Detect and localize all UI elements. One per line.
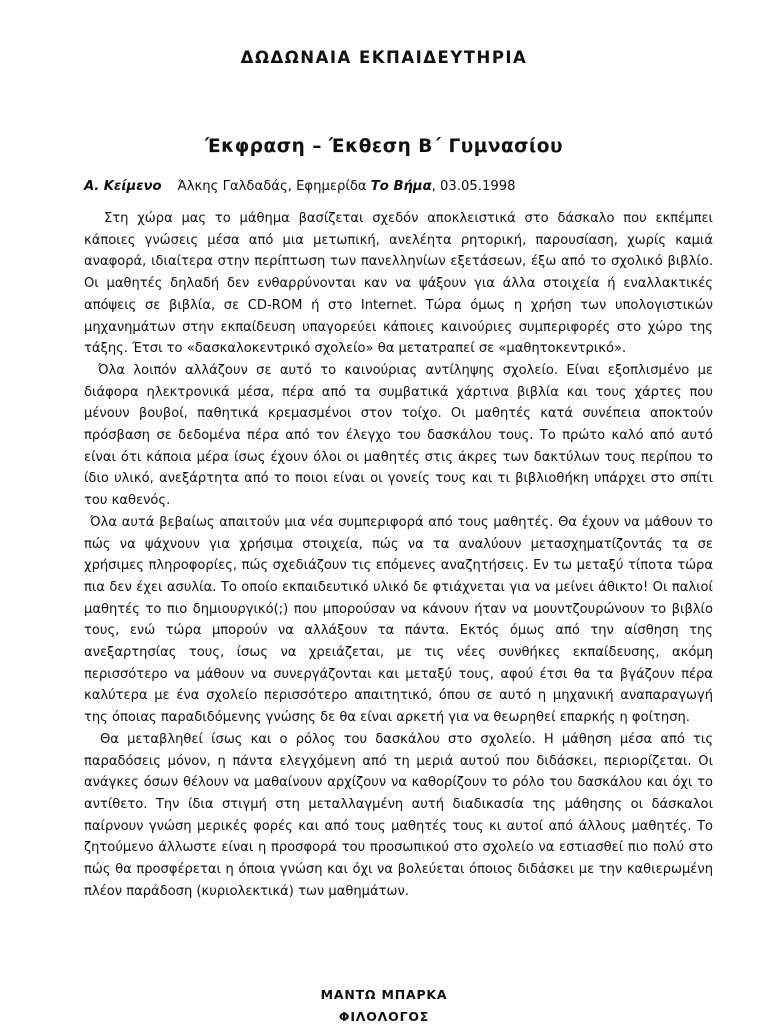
signature-block: [0, 984, 768, 1028]
source-date: , 03.05.1998: [431, 179, 516, 194]
page-title: Έκφραση – Έκθεση Β΄ Γυμνασίου: [205, 136, 563, 157]
article-body: [84, 208, 713, 903]
paragraph: Όλα λοιπόν αλλάζουν σε αυτό το καινούριας αντίληψης σχολείο. Είναι εξοπλισμένο με διάφορα ηλεκτρονικά μέσα, πέρα από τα συμβατικά χάρτινα βιβλία και τους χάρτες που μένουν βουβοί, παθητικά κρεμασμένοι στον τοίχο. Οι μαθητές κατά συνέπεια αποκτούν πρόσβαση σε δεδομένα πέρα από τον έλεγχο του δασκάλου τους. Το πρώτο καλό από αυτό είναι ότι κάποια μέρα ίσως έχουν όλοι οι μαθητές στις άκρες των δακτύλων τους περίπου το ίδιο υλικό, ανεξάρτητα από το ποιοι είναι οι γονείς τους και τι βιβλιοθήκη υπάρχει στο σπίτι του καθενός.: [84, 362, 713, 509]
paragraph: Όλα αυτά βεβαίως απαιτούν μια νέα συμπεριφορά από τους μαθητές. Θα έχουν να μάθουν το πώς να ψάχνουν για χρήσιμα στοιχεία, πώς να τα αναλύουν μετασχηματίζοντάς τα σε χρήσιμες πληροφορίες, πώς σχεδιάζουν τις επόμενες αναζητήσεις. Εν τω μεταξύ τίποτα τώρα πια δεν έχει ασυλία. Το οποίο εκπαιδευτικό υλικό δε φτιάχνεται για να μείνει άθικτο! Οι παλιοί μαθητές το πιο δημιουργικό(;) που μπορούσαν να κάνουν ήταν να μουντζουρώνουν το βιβλίο τους, ενώ τώρα μπορούν να αλλάξουν τα πάντα. Εκτός όμως από την αίσθηση της ανεξαρτησίας τους, ίσως να χρειάζεται, με τις νέες συνθήκες εκπαίδευσης, ακόμη περισσότερο να μάθουν να συνεργάζονται και μεταξύ τους, αφού έτσι θα τα βγάζουν πέρα καλύτερα με ένα σχολείο περισσότερο απαιτητικό, όπου σε αυτό η μηχανική αναπαραγωγή της όποιας παραδιδόμενης γνώσης δε θα είναι αρκετή για να θεωρηθεί επαρκής η φοίτηση.: [84, 514, 713, 726]
signature-name: ΜΑΝΤΩ ΜΠΑΡΚΑ: [320, 987, 448, 1002]
paragraph: Στη χώρα μας το μάθημα βασίζεται σχεδόν αποκλειστικά στο δάσκαλο που εκπέμπει κάποιες γνώσεις μέσα από μια μετωπική, ανελέητα ρητορική, παρουσίαση, χωρίς καμιά αναφορά, ιδιαίτερα στην περίπτωση των πανελληνίων εξετάσεων, έξω από το σχολικό βιβλίο. Οι μαθητές δηλαδή δεν ενθαρρύνονται καν να ψάξουν για άλλα στοιχεία ή εναλλακτικές απόψεις σε βιβλία, σε CD-ROM ή στο Internet. Τώρα όμως η χρήση των υπολογιστικών μηχανημάτων στην εκπαίδευση υπαγορεύει κάποιες καινούριες συμπεριφορές στο χώρο της τάξης. Έτσι το «δασκαλοκεντρικό σχολείο» θα μετατραπεί σε «μαθητοκεντρικό».: [84, 211, 713, 357]
source-newspaper: Το Βήμα: [370, 179, 432, 194]
signature-role: ΦΙΛΟΛΟΓΟΣ: [338, 1009, 430, 1024]
paragraph: Θα μεταβληθεί ίσως και ο ρόλος του δασκάλου στο σχολείο. Η μάθηση μέσα από τις παραδόσεις μόνον, η πάντα ελεγχόμενη από τη μεριά αυτού που διδάσκει, περιορίζεται. Οι ανάγκες όσων θέλουν να μαθαίνουν αρχίζουν να καθορίζουν το ρόλο του δασκάλου και όχι το αντίθετο. Την ίδια στιγμή στη μεταλλαγμένη αυτή διαδικασία της μάθησης οι δάσκαλοι παίρνουν γνώση μερικές φορές και από τους μαθητές τους κι αυτοί από άλλους μαθητές. Το ζητούμενο άλλωστε είναι η προσφορά του προσωπικού στο σχολείο να εστιασθεί πιο πολύ στο πώς θα προσφέρεται η όποια γνώση και όχι να βολεύεται όποιος διδάσκει με την καθιερωμένη πλέον παράδοση (κυριολεκτικά) των μαθημάτων.: [84, 731, 713, 899]
organization-header: ΔΩΔΩΝΑΙΑ ΕΚΠΑΙΔΕΥΤΗΡΙΑ: [240, 48, 528, 67]
source-label: Α. Κείμενο: [84, 179, 162, 194]
source-line: [84, 178, 704, 195]
source-author: Άλκης Γαλδαδάς, Εφημερίδα: [177, 179, 367, 194]
